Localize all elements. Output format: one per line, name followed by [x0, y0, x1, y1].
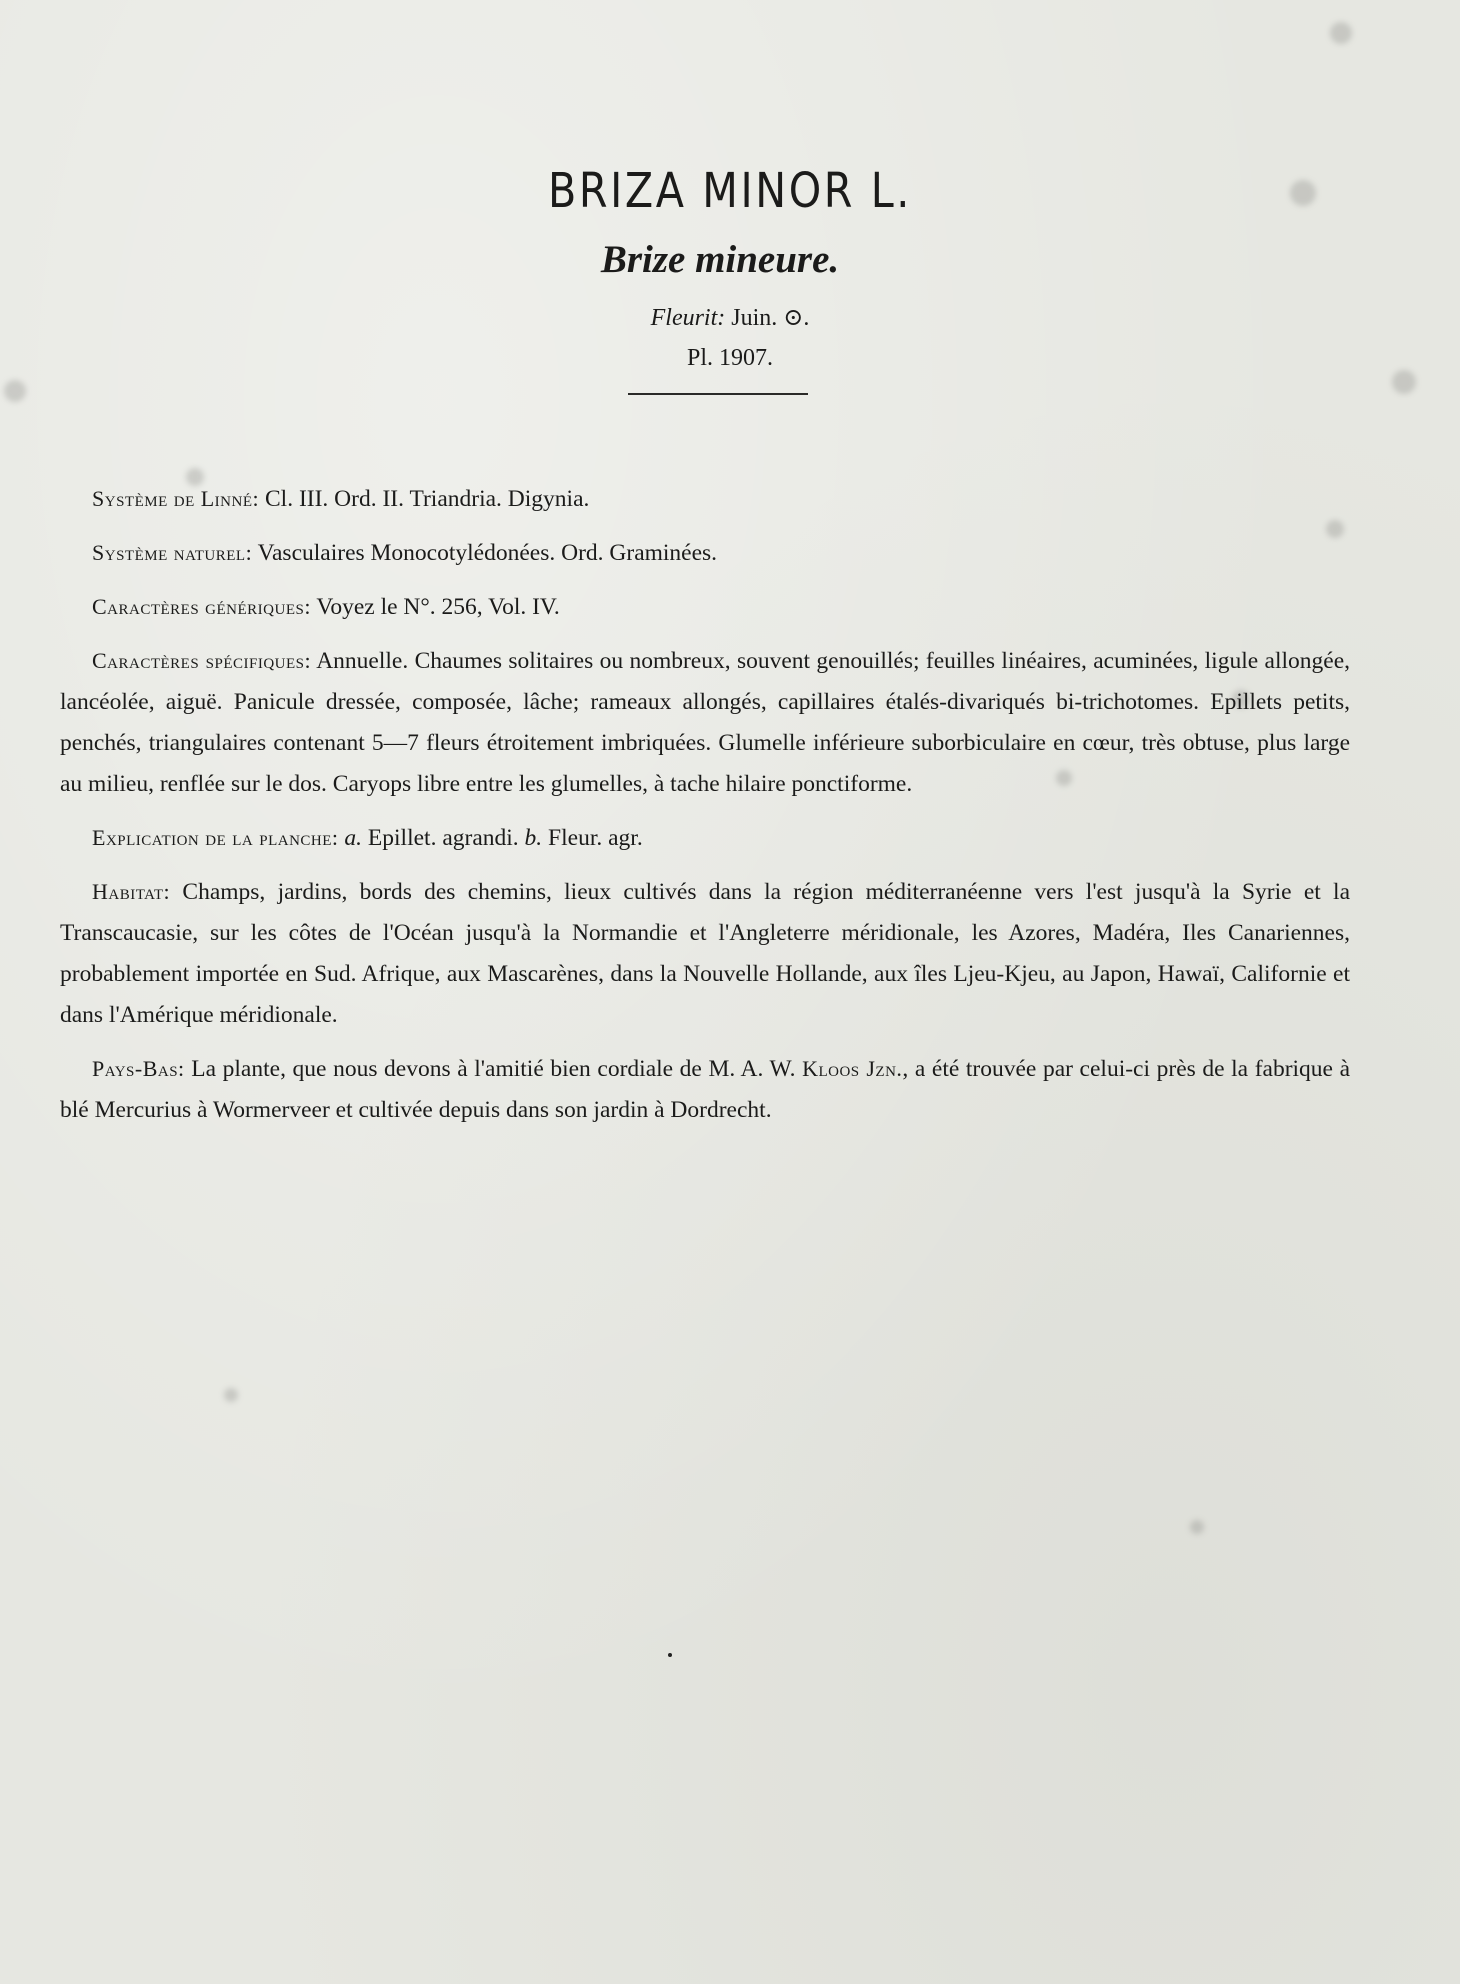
figure-letter-b: b.: [524, 825, 543, 851]
section-text: Voyez le N°. 256, Vol. IV.: [316, 594, 560, 620]
foxing-spot: [1330, 22, 1352, 44]
section-text: Champs, jardins, bords des chemins, lieux cultivés dans la région méditerranéenne vers l'est jusqu'à la Syrie et la Transcaucasie, sur les côtes de l'Océan jusqu'à la Normandie et l'Angleterre méridionale, les Azores, Madéra, Iles Canariennes, probablement importée en Sud. Afrique, aux Mascarènes, dans la Nouvelle Hollande, aux îles Ljeu-Kjeu, au Japon, Hawaï, Californie et dans l'Amérique méridionale.: [60, 879, 1351, 1028]
flowering-value: Juin. ⊙.: [731, 305, 810, 331]
section-text: Cl. III. Ord. II. Triandria. Digynia.: [264, 486, 590, 512]
section-label: Système naturel:: [92, 540, 253, 565]
flowering-label: Fleurit:: [650, 305, 726, 331]
section-pays-bas: [60, 1048, 1350, 1131]
section-generiques: [60, 586, 1350, 628]
section-text: , a été trouvée par celui-ci près de la fabrique à blé Mercurius à Wormerveer et cultivée depuis dans son jardin à Dordrecht.: [60, 1056, 1351, 1123]
common-name: Brize mineure.: [600, 238, 840, 281]
section-text: Vasculaires Monocotylédonées. Ord. Graminées.: [257, 540, 718, 566]
section-naturel: [60, 532, 1350, 574]
section-label: Explication de la planche:: [92, 825, 339, 850]
page-header: [0, 155, 1460, 395]
flowering-line: [0, 303, 1460, 333]
section-label: Caractères génériques:: [92, 594, 311, 619]
contributor-name: Kloos Jzn.: [802, 1056, 903, 1081]
section-text: Annuelle. Chaumes solitaires ou nombreux, souvent genouillés; feuilles linéaires, acuminées, ligule allongée, lancéolée, aiguë. Panicule dressée, composée, lâche; rameaux allongés, capillaires étalés-divariqués bi-trichotomes. Epillets petits, penchés, triangulaires contenant 5—7 fleurs étroitement imbriquées. Glumelle inférieure suborbiculaire en cœur, très obtuse, plus large au milieu, renflée sur le dos. Caryops libre entre les glumelles, à tache hilaire ponctiforme.: [60, 648, 1350, 797]
section-label: Habitat:: [92, 879, 171, 904]
figure-caption-b: Fleur. agr.: [548, 825, 643, 851]
section-explication: [60, 817, 1350, 859]
section-linne: [60, 478, 1350, 520]
section-label: Système de Linné:: [92, 486, 260, 511]
section-text: La plante, que nous devons à l'amitié bien cordiale de M. A. W.: [191, 1056, 796, 1082]
figure-letter-a: a.: [344, 825, 363, 851]
description-body: [60, 478, 1350, 1143]
foxing-spot: [1190, 1520, 1204, 1534]
section-habitat: [60, 871, 1350, 1036]
species-title: BRIZA MINOR L.: [547, 163, 913, 219]
figure-caption-a: Epillet. agrandi.: [367, 825, 519, 851]
plate-number: Pl. 1907.: [686, 345, 773, 371]
foxing-spot: [224, 1388, 238, 1402]
header-divider: [628, 393, 808, 395]
section-specifiques: [60, 640, 1350, 805]
end-ornament-dot: [668, 1653, 672, 1657]
section-label: Caractères spécifiques:: [92, 648, 312, 673]
section-label: Pays-Bas:: [92, 1056, 185, 1081]
